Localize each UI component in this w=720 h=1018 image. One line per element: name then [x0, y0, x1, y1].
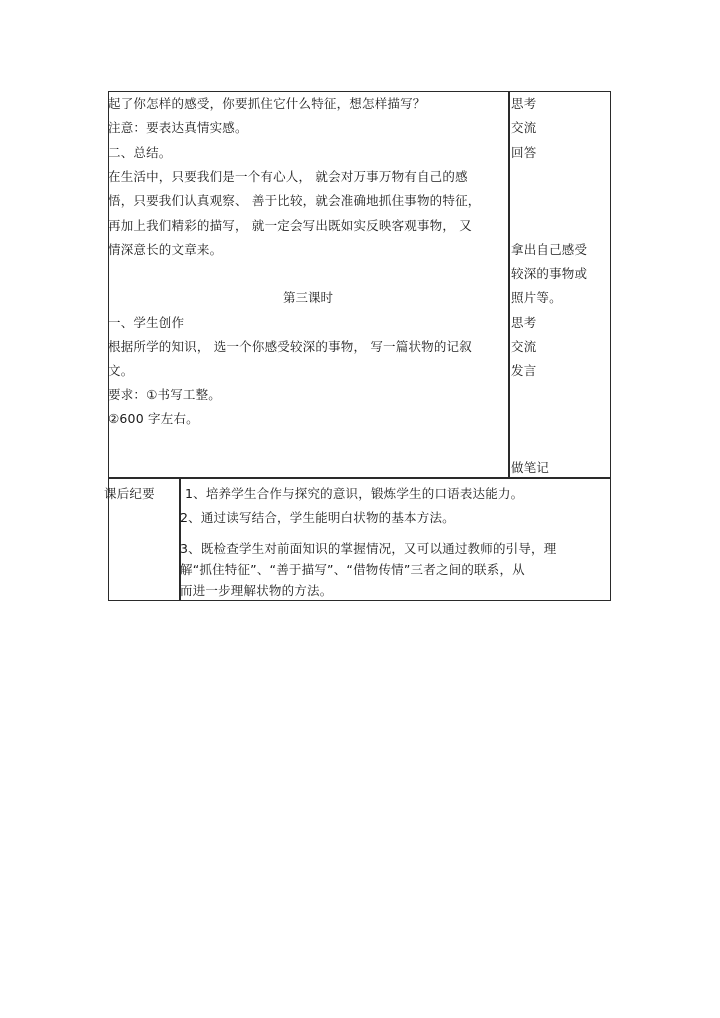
main-line-4: 在生活中，只要我们是一个有心人， 就会对万事万物有自己的感	[108, 169, 468, 184]
main-line-13: ②600 字左右。	[108, 411, 199, 426]
side-line-7: 思考	[511, 315, 537, 330]
footer-label: 课后纪要	[104, 486, 155, 501]
footer-item-3c: 而进一步理解状物的方法。	[180, 583, 333, 598]
main-line-9: 一、学生创作	[108, 315, 185, 330]
row-divider	[108, 477, 611, 479]
main-line-2: 注意：要表达真情实感。	[108, 120, 248, 135]
side-line-4: 拿出自己感受	[511, 242, 588, 257]
footer-item-3: 3、既检查学生对前面知识的掌握情况，又可以通过教师的引导，理	[180, 541, 557, 556]
side-line-3: 回答	[511, 145, 537, 160]
side-line-2: 交流	[511, 120, 537, 135]
side-line-5: 较深的事物或	[511, 266, 588, 281]
footer-item-1: 1、培养学生合作与探究的意识，锻炼学生的口语表达能力。	[185, 486, 524, 501]
main-line-11: 文。	[108, 363, 134, 378]
side-line-9: 发言	[511, 363, 537, 378]
main-line-7: 情深意长的文章来。	[108, 242, 223, 257]
side-line-8: 交流	[511, 339, 537, 354]
footer-item-2: 2、通过读写结合，学生能明白状物的基本方法。	[180, 510, 455, 525]
main-line-5: 悟，只要我们认真观察、 善于比较，就会准确地抓住事物的特征，	[108, 193, 481, 208]
main-line-12: 要求：①书写工整。	[108, 387, 222, 402]
side-line-10: 做笔记	[511, 460, 550, 475]
main-line-10: 根据所学的知识， 选一个你感受较深的事物， 写一篇状物的记叙	[108, 339, 472, 354]
column-divider	[508, 91, 510, 478]
footer-item-3b: 解“抓住特征”、“善于描写”、“借物传情”三者之间的联系，从	[180, 562, 525, 577]
main-line-3: 二、总结。	[108, 145, 172, 160]
side-line-1: 思考	[511, 96, 537, 111]
main-line-6: 再加上我们精彩的描写， 就一定会写出既如实反映客观事物， 又	[108, 218, 472, 233]
section-title: 第三课时	[282, 290, 333, 305]
side-line-6: 照片等。	[511, 290, 562, 305]
main-line-1: 起了你怎样的感受，你要抓住它什么特征，想怎样描写？	[108, 96, 426, 111]
